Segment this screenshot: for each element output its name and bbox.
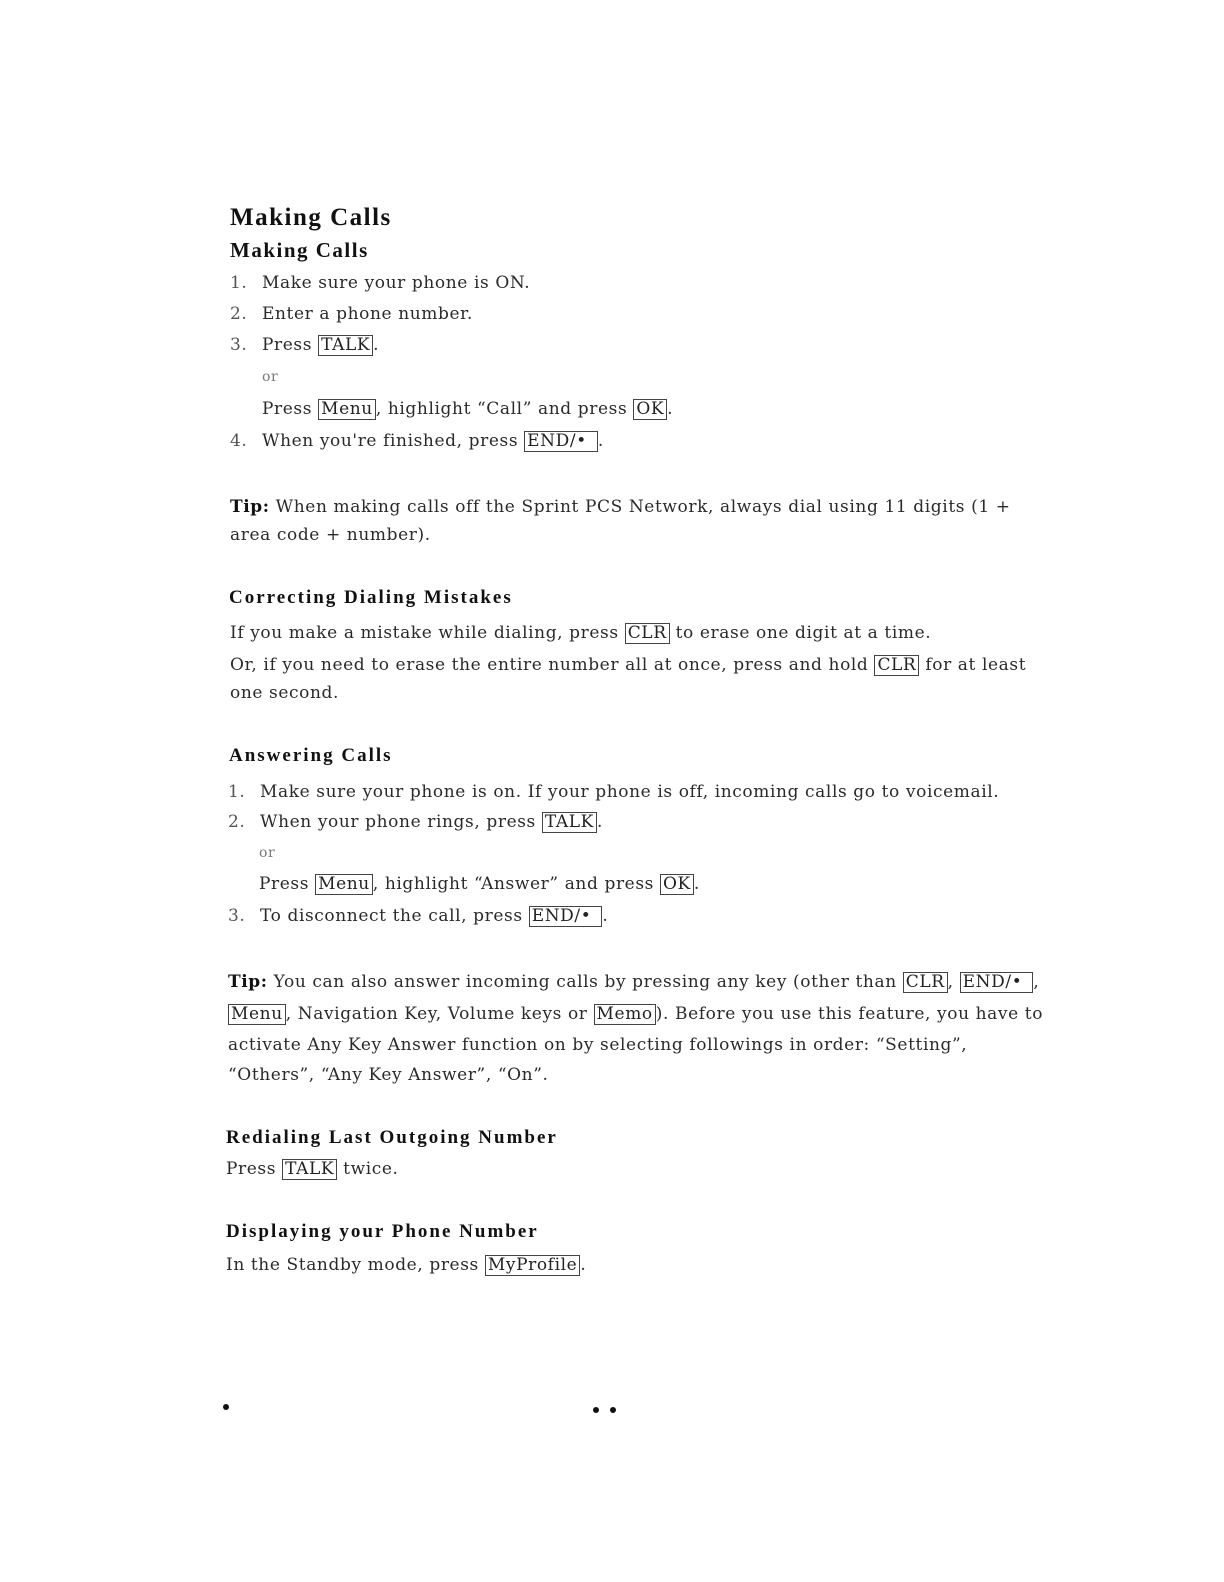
- clr-key: CLR: [874, 655, 919, 676]
- step-text: Press: [259, 874, 316, 894]
- end-key: END/•: [529, 906, 603, 927]
- step-1: [230, 272, 530, 294]
- body-text: Or, if you need to erase the entire number all at once, press and hold: [230, 655, 875, 675]
- tip-line-1: [230, 496, 1011, 518]
- answer-step-2-alt: [259, 873, 700, 895]
- page-title: Making Calls: [230, 204, 392, 231]
- redialing-line: [226, 1158, 399, 1180]
- tip-text: ). Before you use this feature, you have to: [655, 1004, 1044, 1024]
- step-text: .: [602, 906, 609, 926]
- memo-key: Memo: [594, 1004, 656, 1025]
- step-text: Enter a phone number.: [262, 304, 474, 324]
- clr-key: CLR: [625, 623, 670, 644]
- ok-key: OK: [633, 399, 667, 420]
- step-text: When your phone rings, press: [260, 812, 542, 832]
- step-text: .: [373, 335, 380, 355]
- step-text: , highlight “Call” and press: [375, 399, 634, 419]
- step-text: , highlight “Answer” and press: [372, 874, 660, 894]
- tip-label: Tip:: [230, 497, 270, 517]
- answer-step-2: [228, 811, 603, 833]
- section-heading-redialing: Redialing Last Outgoing Number: [226, 1127, 558, 1148]
- body-text: In the Standby mode, press: [226, 1255, 485, 1275]
- body-text: twice.: [337, 1159, 399, 1179]
- myprofile-key: MyProfile: [485, 1255, 580, 1276]
- answer-step-1: [228, 781, 999, 803]
- section-heading-making-calls: Making Calls: [230, 238, 369, 262]
- tip-text: , Navigation Key, Volume keys or: [285, 1004, 594, 1024]
- body-text: to erase one digit at a time.: [669, 623, 932, 643]
- menu-key: Menu: [228, 1004, 286, 1025]
- step-text: .: [596, 812, 603, 832]
- scan-dot: [593, 1407, 599, 1413]
- scan-dot: [223, 1404, 229, 1410]
- answer-tip-line-3: activate Any Key Answer function on by selecting followings in order: “Setting”,: [228, 1035, 968, 1055]
- tip-text: You can also answer incoming calls by pressing any key (other than: [267, 972, 903, 992]
- body-text: for at least: [919, 655, 1027, 675]
- tip-line-2: area code + number).: [230, 525, 431, 545]
- step-number: 3.: [228, 906, 246, 926]
- step-text: .: [597, 431, 604, 451]
- end-key: END/•: [960, 972, 1034, 993]
- body-text: Press: [226, 1159, 283, 1179]
- end-key: END/•: [524, 431, 598, 452]
- step-number: 2.: [230, 304, 248, 324]
- correcting-line-1: [230, 622, 931, 644]
- step-number: 1.: [230, 273, 248, 293]
- answer-step-3: [228, 905, 608, 927]
- correcting-line-2: [230, 654, 1026, 676]
- talk-key: TALK: [318, 335, 373, 356]
- step-3-alt: [262, 398, 673, 420]
- step-number: 1.: [228, 782, 246, 802]
- step-text: .: [693, 874, 700, 894]
- correcting-line-3: one second.: [230, 683, 340, 703]
- menu-key: Menu: [318, 399, 376, 420]
- step-number: 4.: [230, 431, 248, 451]
- talk-key: TALK: [542, 812, 597, 833]
- step-3: [230, 334, 379, 356]
- step-number: 2.: [228, 812, 246, 832]
- step-number: 3.: [230, 335, 248, 355]
- tip-label: Tip:: [228, 972, 268, 992]
- step-text: Make sure your phone is on. If your phone is off, incoming calls go to voicemail.: [260, 782, 1000, 802]
- ok-key: OK: [660, 874, 694, 895]
- step-2: [230, 303, 473, 325]
- body-text: If you make a mistake while dialing, press: [230, 623, 625, 643]
- or-text: or: [259, 845, 276, 861]
- step-text: .: [667, 399, 674, 419]
- scan-dot: [610, 1407, 616, 1413]
- step-text: Press: [262, 399, 319, 419]
- displaying-line: [226, 1254, 586, 1276]
- section-heading-answering: Answering Calls: [229, 745, 393, 766]
- tip-text: ,: [947, 972, 960, 992]
- step-text: To disconnect the call, press: [260, 906, 529, 926]
- talk-key: TALK: [282, 1159, 337, 1180]
- tip-text: ,: [1033, 972, 1040, 992]
- tip-text: When making calls off the Sprint PCS Network, always dial using 11 digits (1 +: [269, 497, 1011, 517]
- answer-tip-line-2: [228, 1003, 1043, 1025]
- answer-tip-line-4: “Others”, “Any Key Answer”, “On”.: [228, 1065, 549, 1085]
- step-4: [230, 430, 604, 452]
- menu-key: Menu: [315, 874, 373, 895]
- section-heading-displaying: Displaying your Phone Number: [226, 1221, 539, 1242]
- section-heading-correcting: Correcting Dialing Mistakes: [229, 587, 513, 608]
- step-text: When you're finished, press: [262, 431, 525, 451]
- step-text: Make sure your phone is ON.: [262, 273, 531, 293]
- or-text: or: [262, 369, 279, 385]
- answer-tip-line-1: [228, 971, 1039, 993]
- step-text: Press: [262, 335, 319, 355]
- body-text: .: [580, 1255, 587, 1275]
- clr-key: CLR: [903, 972, 948, 993]
